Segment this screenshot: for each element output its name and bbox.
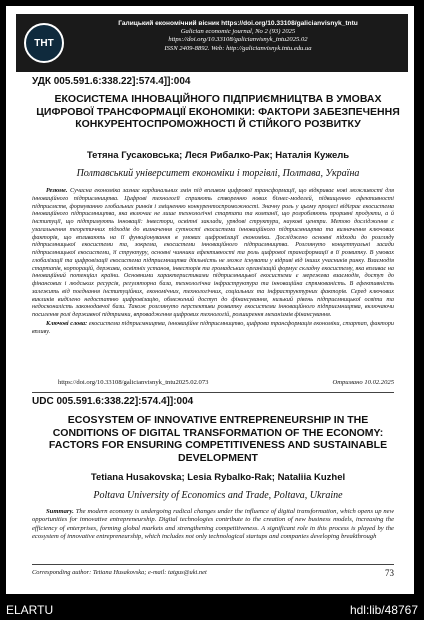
journal-issn-line: ISSN 2409-8892. Web: http://galicianvisnyk.tntu.edu.ua xyxy=(164,44,312,52)
abstract-text-en: The modern economy is undergoing radical changes under the influence of digital transformation, which opens up new opportunities for innovative entrepreneurship. Digital technologies contribute to the creation of new business models, increasing the efficiency of enterprises, forming global markets and strengthening competitiveness. A significant role in this process is played by the ecosystem of innovative entrepreneurship, which includes not only technological startups and companies developing breakthrough xyxy=(32,508,394,541)
abstract-uk xyxy=(32,187,394,335)
abstract-en xyxy=(32,508,394,542)
page-number: 73 xyxy=(385,568,394,578)
keywords-label-uk: Ключові слова: xyxy=(46,319,88,327)
article-title-en: ECOSYSTEM OF INNOVATIVE ENTREPRENEURSHIP IN THE CONDITIONS OF DIGITAL TRANSFORMATION OF THE ECONOMY: FACTORS FOR ENSURING COMPETITIVENESS AND SUSTAINABLE DEVELOPMENT xyxy=(48,414,388,464)
article-title-uk: ЕКОСИСТЕМА ІННОВАЦІЙНОГО ПІДПРИЄМНИЦТВА В УМОВАХ ЦИФРОВОЇ ТРАНСФОРМАЦІЇ ЕКОНОМІКИ: ФАКТОРИ ЗАБЕЗПЕЧЕННЯ КОНКУРЕНТОСПРОМОЖНОСТІ Й СТІЙКОГО РОЗВИТКУ xyxy=(36,93,400,130)
doi-row-uk xyxy=(32,379,394,386)
journal-issue-line: Galician economic journal, No 2 (93) 2025 xyxy=(180,28,296,36)
corresponding-author: Corresponding author: Tetiana Husakovska; e-mail: tatgus@uki.net xyxy=(32,569,207,576)
journal-title-line: Галицький економічний вісник https://doi.org/10.33108/galicianvisnyk_tntu xyxy=(118,20,358,27)
abstract-text-uk: Сучасна економіка зазнає кардинальних змін під впливом цифрової трансформації, що відкриває нові можливості для інноваційного підприємництва. Цифрові технології сприяють створенню нових бізнес-моделей, підвищенню ефективності підприємств, формуванню глобальних ринків і зміцненню конкурентоспроможності. Значну роль у цьому процесі відіграє екосистема інноваційного підприємництва, яка включає не лише технологічні стартапи та компанії, що розробляють проривні продукти, а й інституції, що підтримують інновації: інвестори, освітні заклади, урядові структури, наукові центри. Метою дослідження є узагальнення теоретичних підходів до визначення сутності екосистеми інноваційного підприємництва та визначення ключових факторів, що впливають на її функціонування в умовах цифровізації економіки. Досліджено основні підходи до розгляду підприємницької екосистеми та, зокрема, екосистеми інноваційного підприємництва. Розглянуто концептуальні засади підприємницької екосистеми, її структуру, основні чинники ефективності та роль цифрової трансформації в її розвитку. В умовах глобалізації та цифровізації екосистема підприємництва діяльність не може існувати у відриві від інших учасників ринку. Взаємодія стартапів, корпорацій, держави, освітніх установ, інвесторів та громадських організацій формує складну екосистему, яка впливає на інноваційний потенціал країни. Основними характеристиками підприємницької екосистеми є мережева взаємодія, доступ до фінансових і людських ресурсів, регуляторна база, технологічна інфраструктура та інноваційна спрямованість. В ефективність залежить від поєднання інституційних, економічних, технологічних, соціальних та інфраструктурних факторів. Серед ключових викликів виділено недостатню цифровізацію, обмежений доступ до фінансування, низький рівень підприємницької освіти та недосконалість законодавчої бази. Також розглянуто перспективи розвитку екосистеми інноваційного підприємництва, включаючи посилення ролі державної підтримки, впровадження цифрових технологій, розширення механізмів фінансування. xyxy=(32,187,394,318)
journal-page xyxy=(6,6,414,594)
journal-header xyxy=(16,14,408,72)
footer-divider xyxy=(32,564,394,565)
affiliation-uk: Полтавський університет економіки і торгівлі, Полтава, Україна xyxy=(76,168,360,179)
journal-header-text xyxy=(72,20,404,53)
authors-en: Tetiana Husakovska; Lesia Rybalko-Rak; Nataliia Kuzhel xyxy=(90,472,346,483)
affiliation-en: Poltava University of Economics and Trade, Poltava, Ukraine xyxy=(93,490,343,501)
page-footer xyxy=(32,569,394,576)
udc-uk: УДК 005.591.6:338.22]:574.4]]:004 xyxy=(32,76,191,87)
authors-uk: Тетяна Гусаковська; Леся Рибалко-Рак; Наталія Кужель xyxy=(86,150,350,161)
abstract-label-en: Summary. xyxy=(46,508,74,515)
journal-doi-line: https://doi.org/10.33108/galicianvisnyk_tntu2025.02 xyxy=(168,36,308,44)
keywords-uk: екосистема підприємництва, інноваційне підприємництво, цифрова трансформація економіки, стартап, фактори впливу. xyxy=(32,319,395,335)
repository-name: ELARTU xyxy=(6,603,54,617)
handle-id: hdl:lib/48767 xyxy=(349,603,418,617)
received-date: Отримано 10.02.2025 xyxy=(332,379,394,386)
doi-link-uk[interactable]: https://doi.org/10.33108/galicianvisnyk_tntu2025.02.073 xyxy=(58,379,209,386)
section-divider xyxy=(32,392,394,393)
abstract-label-uk: Резюме. xyxy=(46,187,68,194)
logo-text: ТНТ xyxy=(34,37,54,49)
udc-en: UDC 005.591.6:338.22]:574.4]]:004 xyxy=(32,396,194,407)
journal-logo xyxy=(24,23,64,63)
